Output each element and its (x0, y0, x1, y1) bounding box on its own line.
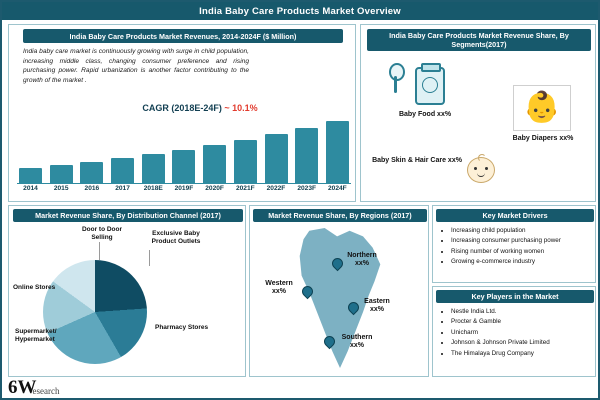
player-item: • Nestle India Ltd. (451, 307, 600, 316)
bar-2024F (326, 121, 349, 183)
leader-line-exclusive (149, 250, 150, 266)
cagr-annotation (105, 103, 295, 113)
x-label-1: 2015 (53, 185, 69, 192)
revenue-panel (8, 24, 356, 202)
x-label-10: 2024F (328, 185, 347, 192)
driver-item: • Increasing child population (451, 226, 600, 235)
region-name-northern: Northern (347, 252, 377, 259)
drivers-panel-heading: Key Market Drivers (436, 209, 594, 222)
logo-number: 6 (8, 377, 18, 398)
bar-2018E (142, 154, 165, 183)
distribution-panel-heading: Market Revenue Share, By Distribution Channel (2017) (13, 209, 243, 222)
bar-2017 (111, 158, 134, 183)
x-label-3: 2017 (115, 185, 130, 192)
x-label-5: 2019F (174, 185, 194, 192)
baby-face-icon (467, 157, 495, 183)
bar-2016 (80, 162, 103, 183)
region-value-southern: xx% (349, 342, 364, 350)
player-item: • Unicharm (451, 328, 600, 337)
page-title: India Baby Care Products Market Overview (2, 2, 598, 20)
driver-item: • Rising number of working women (451, 247, 600, 256)
segments-panel (360, 24, 596, 202)
player-item: • Johnson & Johnson Private Limited (451, 338, 600, 347)
region-label-northern (340, 252, 384, 269)
bar-2019F (172, 150, 195, 183)
pie-label-door-to-door: Door to Door Selling (81, 226, 123, 242)
drivers-list (441, 226, 600, 268)
company-logo (8, 378, 104, 398)
driver-item: • Growing e-commerce industry (451, 257, 600, 266)
key-players-panel (432, 286, 596, 377)
bar-2015 (50, 165, 73, 183)
cagr-label: CAGR (2018E-24F) (142, 103, 222, 113)
players-panel-heading: Key Players in the Market (436, 290, 594, 303)
baby-diaper-icon: 👶 (513, 85, 571, 131)
region-value-western: xx% (271, 288, 286, 296)
revenue-panel-heading: India Baby Care Products Market Revenues, 2014-2024F ($ Million) (23, 29, 343, 43)
bar-2023F (295, 128, 318, 183)
segment-label-baby-skin-hair: Baby Skin & Hair Care xx% (372, 157, 462, 164)
bar-2021F (234, 140, 257, 183)
driver-item: • Increasing consumer purchasing power (451, 236, 600, 245)
region-value-northern: xx% (354, 260, 369, 268)
x-label-9: 2023F (297, 185, 317, 192)
logo-w: W (17, 377, 37, 398)
spoon-icon (389, 63, 401, 93)
pie-label-online-stores: Online Stores (13, 284, 56, 291)
regions-panel-heading: Market Revenue Share, By Regions (2017) (253, 209, 427, 222)
regions-panel (249, 205, 429, 377)
logo-text: esearch (32, 386, 60, 396)
players-list (441, 307, 600, 359)
pie-label-pharmacy-stores: Pharmacy Stores (155, 324, 209, 331)
revenue-description: India baby care market is continuously growing with surge in child population, increasing middle class, changing consumer preference and rising purchasing power. Rapid urbanization is another factor contributing to the growth of the market . (23, 48, 249, 84)
map-pin-southern (324, 336, 333, 345)
leader-line-door-to-door (99, 242, 100, 260)
x-label-4: 2018E (143, 185, 163, 192)
x-label-2: 2016 (84, 185, 100, 192)
pie-label-supermarket: Supermarket/ Hypermarket (15, 328, 57, 344)
region-name-southern: Southern (341, 334, 373, 341)
x-label-0: 2014 (23, 185, 38, 192)
x-label-6: 2020F (205, 185, 224, 192)
distribution-channel-panel (8, 205, 246, 377)
x-axis-labels (19, 185, 349, 192)
key-market-drivers-panel (432, 205, 596, 283)
segments-panel-heading: India Baby Care Products Market Revenue Share, By Segments(2017) (367, 29, 591, 51)
bar-2014 (19, 168, 42, 183)
segment-label-baby-food: Baby Food xx% (398, 111, 452, 118)
cagr-value: ~ 10.1% (224, 103, 258, 113)
x-label-7: 2021F (235, 185, 255, 192)
bar-2020F (203, 145, 226, 183)
bar-2022F (265, 134, 288, 183)
player-item: • The Himalaya Drug Company (451, 349, 600, 358)
baby-food-jar-icon (415, 67, 445, 105)
pie-label-exclusive-outlets: Exclusive Baby Product Outlets (151, 230, 201, 246)
region-label-western (256, 280, 302, 297)
x-axis-line (17, 183, 351, 184)
map-pin-western (302, 286, 311, 295)
region-label-southern (334, 334, 380, 351)
player-item: • Procter & Gamble (451, 317, 600, 326)
distribution-pie-chart (43, 260, 147, 364)
india-map (256, 224, 424, 374)
region-name-western: Western (265, 280, 293, 287)
region-label-eastern (356, 298, 398, 315)
revenue-bars (19, 121, 349, 183)
segment-label-baby-diapers: Baby Diapers xx% (512, 135, 574, 142)
x-label-8: 2022F (266, 185, 286, 192)
region-value-eastern: xx% (369, 306, 384, 314)
region-name-eastern: Eastern (364, 298, 390, 305)
